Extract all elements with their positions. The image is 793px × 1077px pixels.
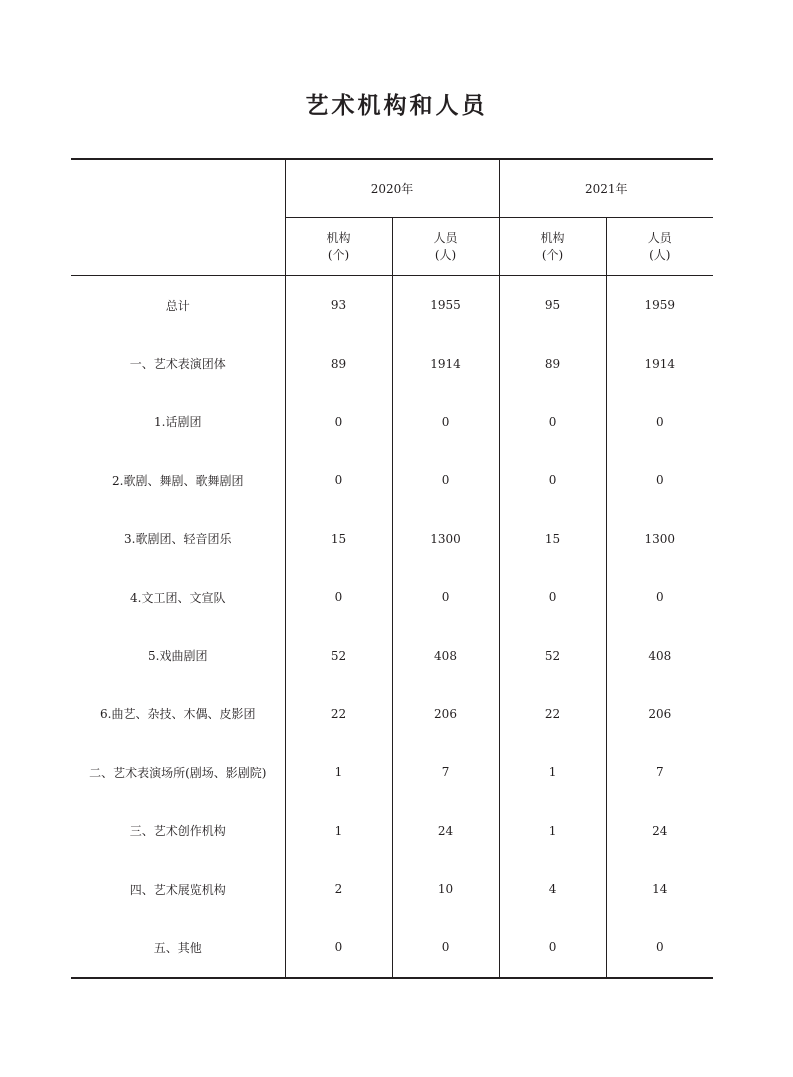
org-2021-cell: 1 [499, 802, 606, 860]
org-header-label: 机构 [540, 230, 565, 245]
row-label: 五、其他 [71, 918, 285, 977]
org-header-2021 [499, 218, 606, 276]
people-2021-cell: 1300 [606, 510, 713, 568]
people-2020-cell: 7 [392, 743, 499, 801]
org-2020-cell: 0 [285, 451, 392, 509]
org-2020-cell: 1 [285, 802, 392, 860]
row-label: 5.戏曲剧团 [148, 649, 208, 664]
row-label: 三、艺术创作机构 [129, 824, 226, 839]
people-2020-cell: 1914 [392, 334, 499, 392]
year-header-2021: 2021年 [499, 159, 713, 218]
table-row [71, 802, 713, 860]
people-2020-cell: 408 [392, 626, 499, 684]
people-2021-cell: 0 [606, 451, 713, 509]
people-2020-cell: 0 [392, 393, 499, 451]
org-header-unit: (个) [541, 247, 564, 262]
org-header-unit: (个) [327, 247, 350, 262]
people-2020-cell: 24 [392, 802, 499, 860]
people-2021-cell: 14 [606, 860, 713, 918]
row-label: 四、艺术展览机构 [129, 882, 226, 897]
people-2021-cell: 408 [606, 626, 713, 684]
org-2021-cell: 0 [499, 393, 606, 451]
people-2021-cell: 0 [606, 568, 713, 626]
people-2021-cell: 0 [606, 393, 713, 451]
org-2021-cell: 0 [499, 918, 606, 977]
table-row [71, 451, 713, 509]
row-label: 4.文工团、文宣队 [130, 590, 226, 605]
table-row [71, 626, 713, 684]
org-header-2020 [285, 218, 392, 276]
org-2020-cell: 52 [285, 626, 392, 684]
row-label: 3.歌剧团、轻音团乐 [124, 532, 232, 547]
people-2020-cell: 0 [392, 451, 499, 509]
org-2021-cell: 52 [499, 626, 606, 684]
table-row [71, 685, 713, 743]
people-2020-cell: 1300 [392, 510, 499, 568]
people-2020-cell: 0 [392, 568, 499, 626]
row-label: 2.歌剧、舞剧、歌舞剧团 [112, 473, 244, 488]
org-2021-cell: 4 [499, 860, 606, 918]
people-2020-cell: 1955 [392, 276, 499, 335]
org-2020-cell: 15 [285, 510, 392, 568]
row-label: 二、艺术表演场所(剧场、影剧院) [89, 765, 267, 780]
people-header-label: 人员 [647, 230, 672, 245]
people-header-2020 [392, 218, 499, 276]
people-2021-cell: 24 [606, 802, 713, 860]
org-2021-cell: 1 [499, 743, 606, 801]
people-header-unit: (人) [434, 247, 457, 262]
row-label: 6.曲艺、杂技、木偶、皮影团 [100, 707, 256, 722]
page-title: 艺术机构和人员 [305, 93, 488, 119]
table-row [71, 568, 713, 626]
org-2021-cell: 89 [499, 334, 606, 392]
org-2020-cell: 0 [285, 393, 392, 451]
table-body [71, 276, 713, 978]
row-label: 总计 [165, 298, 190, 313]
org-2021-cell: 0 [499, 568, 606, 626]
header-corner-cell [71, 159, 285, 276]
row-label: 1.话剧团 [154, 415, 202, 430]
table-row [71, 510, 713, 568]
org-2021-cell: 0 [499, 451, 606, 509]
row-label: 一、艺术表演团体 [129, 357, 226, 372]
people-2021-cell: 1959 [606, 276, 713, 335]
people-2021-cell: 1914 [606, 334, 713, 392]
org-header-label: 机构 [326, 230, 351, 245]
table-row [71, 918, 713, 977]
people-2020-cell: 10 [392, 860, 499, 918]
org-2020-cell: 0 [285, 568, 392, 626]
org-2020-cell: 2 [285, 860, 392, 918]
people-2021-cell: 7 [606, 743, 713, 801]
org-2020-cell: 1 [285, 743, 392, 801]
people-header-2021 [606, 218, 713, 276]
people-2021-cell: 206 [606, 685, 713, 743]
people-header-unit: (人) [649, 247, 671, 262]
people-2021-cell: 0 [606, 918, 713, 977]
people-2020-cell: 206 [392, 685, 499, 743]
table-row [71, 743, 713, 801]
org-2020-cell: 93 [285, 276, 392, 335]
org-2020-cell: 89 [285, 334, 392, 392]
org-2020-cell: 22 [285, 685, 392, 743]
org-2020-cell: 0 [285, 918, 392, 977]
table-row [71, 393, 713, 451]
table-row [71, 334, 713, 392]
table-row [71, 276, 713, 335]
table-row [71, 860, 713, 918]
org-2021-cell: 95 [499, 276, 606, 335]
people-2020-cell: 0 [392, 918, 499, 977]
org-2021-cell: 22 [499, 685, 606, 743]
year-header-2020: 2020年 [285, 159, 499, 218]
org-2021-cell: 15 [499, 510, 606, 568]
statistics-table [71, 158, 713, 979]
people-header-label: 人员 [433, 230, 458, 245]
